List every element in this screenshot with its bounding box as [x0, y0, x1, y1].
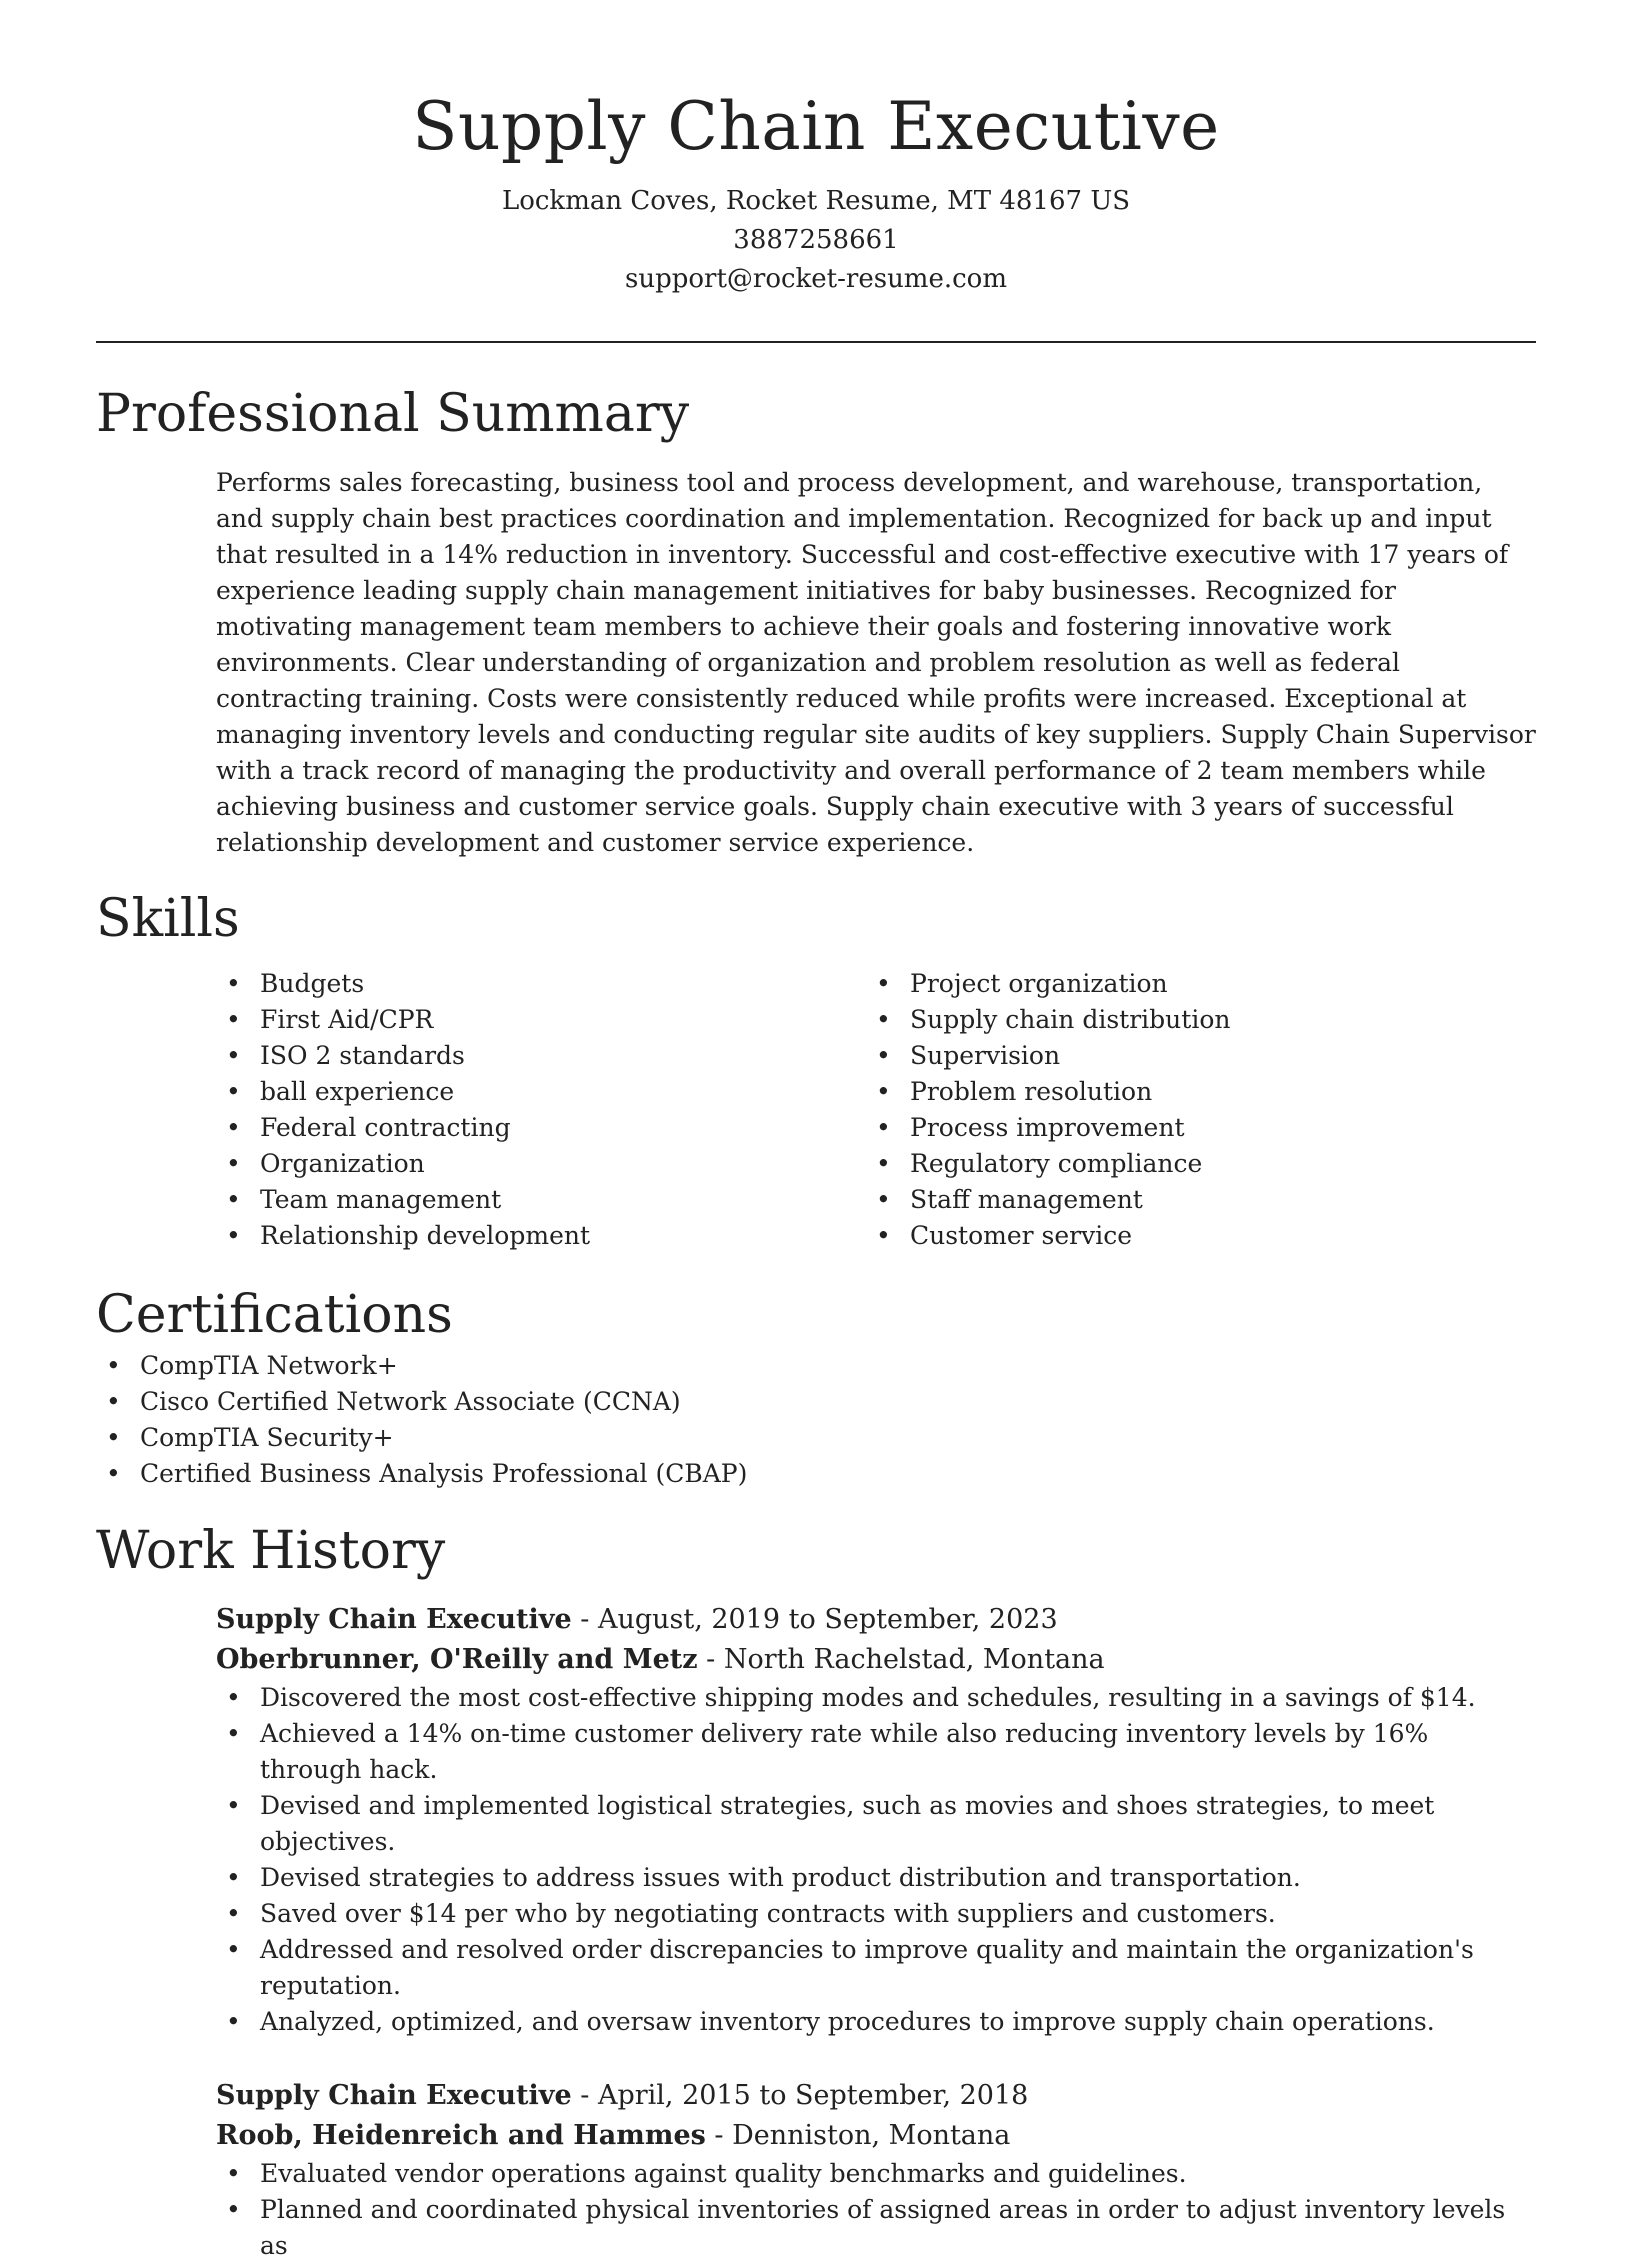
job-bullet: • Achieved a 14% on-time customer delivery rate while also reducing inventory levels by 16% through hack. — [216, 1716, 1536, 1788]
job-bullet: • Addressed and resolved order discrepancies to improve quality and maintain the organization's reputation. — [216, 1932, 1536, 2004]
skill-item: • ball experience — [216, 1074, 866, 1110]
skill-item: • Organization — [216, 1146, 866, 1182]
summary-text: Performs sales forecasting, business tool and process development, and warehouse, transportation, and supply chain best practices coordination and implementation. Recognized for back up and input that resulted in a 14% reduction in inventory. Successful and cost-effective executive with 17 years of experience leading supply chain management initiatives for baby businesses. Recognized for motivating management team members to achieve their goals and fostering innovative work environments. Clear understanding of organization and problem resolution as well as federal contracting training. Costs were consistently reduced while profits were increased. Exceptional at managing inventory levels and conducting regular site audits of key suppliers. Supply Chain Supervisor with a track record of managing the productivity and overall performance of 2 team members while achieving business and customer service goals. Supply chain executive with 3 years of successful relationship development and customer service experience. — [216, 468, 1536, 857]
email: support@rocket-resume.com — [624, 264, 1007, 294]
skills-heading: Skills — [96, 889, 240, 949]
job-company-line — [216, 2116, 1536, 2156]
job-bullet: • Analyzed, optimized, and oversaw inventory procedures to improve supply chain operations. — [216, 2004, 1536, 2040]
certifications-heading: Certifications — [96, 1285, 453, 1345]
job-dates: - April, 2015 to September, 2018 — [571, 2080, 1029, 2111]
job-entry — [216, 1600, 1536, 2040]
skill-item: • First Aid/CPR — [216, 1002, 866, 1038]
job-company-line — [216, 1640, 1536, 1680]
skills-column-right — [866, 966, 1516, 1254]
certification-item: • CompTIA Network+ — [96, 1348, 1536, 1384]
job-company: Roob, Heidenreich and Hammes — [216, 2120, 706, 2151]
certification-item: • Certified Business Analysis Professional (CBAP) — [96, 1456, 1536, 1492]
job-role: Supply Chain Executive — [216, 2080, 572, 2111]
skill-item: • ISO 2 standards — [216, 1038, 866, 1074]
skill-item: • Staff management — [866, 1182, 1516, 1218]
skill-item: • Supply chain distribution — [866, 1002, 1516, 1038]
work-history-heading: Work History — [96, 1521, 446, 1581]
job-bullet: • Evaluated vendor operations against quality benchmarks and guidelines. — [216, 2156, 1536, 2192]
skill-item: • Customer service — [866, 1218, 1516, 1254]
phone: 3887258661 — [733, 225, 899, 255]
certification-item: • Cisco Certified Network Associate (CCNA) — [96, 1384, 1536, 1420]
skill-item: • Budgets — [216, 966, 866, 1002]
contact-info — [96, 182, 1536, 299]
job-bullet: • Planned and coordinated physical inventories of assigned areas in order to adjust inventory levels as — [216, 2192, 1536, 2264]
skill-item: • Relationship development — [216, 1218, 866, 1254]
job-company: Oberbrunner, O'Reilly and Metz — [216, 1644, 698, 1675]
skill-item: • Problem resolution — [866, 1074, 1516, 1110]
resume-header — [96, 0, 1536, 299]
skill-item: • Supervision — [866, 1038, 1516, 1074]
certification-item: • CompTIA Security+ — [96, 1420, 1536, 1456]
skills-list — [216, 966, 1536, 1254]
skill-item: • Federal contracting — [216, 1110, 866, 1146]
job-role: Supply Chain Executive — [216, 1604, 572, 1635]
summary-heading: Professional Summary — [96, 384, 690, 444]
address: Lockman Coves, Rocket Resume, MT 48167 US — [501, 186, 1131, 216]
candidate-name: Supply Chain Executive — [412, 88, 1220, 165]
header-divider — [96, 341, 1536, 343]
certifications-list — [96, 1348, 1536, 1492]
job-dates: - August, 2019 to September, 2023 — [571, 1604, 1058, 1635]
job-title-line — [216, 1600, 1536, 1640]
job-location: - Denniston, Montana — [705, 2120, 1011, 2151]
job-bullet: • Saved over $14 per who by negotiating contracts with suppliers and customers. — [216, 1896, 1536, 1932]
job-bullet: • Devised and implemented logistical strategies, such as movies and shoes strategies, to meet objectives. — [216, 1788, 1536, 1860]
skill-item: • Process improvement — [866, 1110, 1516, 1146]
skill-item: • Project organization — [866, 966, 1516, 1002]
job-title-line — [216, 2076, 1536, 2116]
job-bullet: • Discovered the most cost-effective shipping modes and schedules, resulting in a savings of $14. — [216, 1680, 1536, 1716]
skills-column-left — [216, 966, 866, 1254]
job-entry — [216, 2076, 1536, 2264]
job-bullet: • Devised strategies to address issues with product distribution and transportation. — [216, 1860, 1536, 1896]
job-bullets — [216, 2156, 1536, 2264]
skill-item: • Team management — [216, 1182, 866, 1218]
skill-item: • Regulatory compliance — [866, 1146, 1516, 1182]
job-location: - North Rachelstad, Montana — [697, 1644, 1105, 1675]
job-bullets — [216, 1680, 1536, 2040]
